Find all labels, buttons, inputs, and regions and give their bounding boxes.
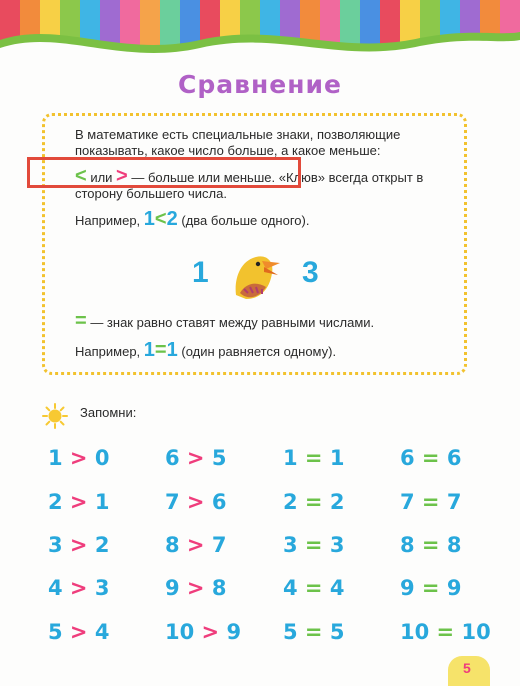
example-1-op: < bbox=[154, 208, 167, 230]
comparison-operator: > bbox=[62, 620, 95, 644]
bird-icon bbox=[232, 249, 282, 301]
comparison-right: 1 bbox=[329, 446, 345, 470]
example-2-left: 1 bbox=[143, 339, 155, 361]
intro-text: В математике есть специальные знаки, позволяющие показывать, какое число больше, а какое меньше: bbox=[75, 127, 401, 158]
comparison-left: 2 bbox=[283, 490, 298, 514]
comparison-operator: > bbox=[62, 533, 95, 557]
comparison-operator: = bbox=[429, 620, 462, 644]
comparison-operator: > bbox=[179, 490, 212, 514]
comparison-left: 6 bbox=[400, 446, 415, 470]
comparison-item bbox=[400, 446, 461, 470]
comparison-left: 4 bbox=[48, 576, 63, 600]
comparison-operator: > bbox=[62, 576, 95, 600]
comparison-operator: > bbox=[179, 533, 212, 557]
example-1-note: (два больше одного). bbox=[181, 213, 310, 228]
comparison-item bbox=[48, 576, 109, 600]
example-1 bbox=[75, 208, 435, 230]
comparison-item bbox=[283, 576, 344, 600]
comparison-item bbox=[48, 533, 109, 557]
less-sign: < bbox=[75, 165, 87, 187]
comparison-left: 7 bbox=[165, 490, 180, 514]
comparison-right: 1 bbox=[94, 490, 110, 514]
comparison-left: 2 bbox=[48, 490, 63, 514]
comparison-left: 5 bbox=[283, 620, 298, 644]
greater-sign: > bbox=[116, 165, 128, 187]
comparison-right: 8 bbox=[446, 533, 462, 557]
comparison-left: 1 bbox=[283, 446, 298, 470]
example-2-note: (один равняется одному). bbox=[181, 344, 337, 359]
example-2 bbox=[75, 339, 435, 361]
example-1-right: 2 bbox=[166, 208, 178, 230]
comparison-item bbox=[283, 490, 344, 514]
comparison-right: 7 bbox=[446, 490, 462, 514]
comparison-item bbox=[400, 490, 461, 514]
remember-label: Запомни: bbox=[80, 405, 137, 420]
comparison-right: 2 bbox=[329, 490, 345, 514]
comparison-left: 9 bbox=[400, 576, 415, 600]
comparison-item bbox=[48, 620, 109, 644]
equal-sign: = bbox=[75, 310, 87, 332]
comparison-right: 6 bbox=[446, 446, 462, 470]
example-1-left: 1 bbox=[143, 208, 155, 230]
example-1-prefix: Например, bbox=[75, 213, 141, 228]
comparison-item bbox=[48, 490, 109, 514]
comparison-left: 3 bbox=[283, 533, 298, 557]
comparison-operator: > bbox=[179, 446, 212, 470]
illustration-left-digit: 1 bbox=[192, 256, 209, 289]
comparison-right: 7 bbox=[211, 533, 227, 557]
comparison-item bbox=[165, 490, 226, 514]
comparison-operator: = bbox=[414, 490, 447, 514]
comparison-right: 6 bbox=[211, 490, 227, 514]
comparison-item bbox=[283, 446, 344, 470]
comparison-right: 0 bbox=[94, 446, 110, 470]
comparison-left: 4 bbox=[283, 576, 298, 600]
illustration-right-digit: 3 bbox=[302, 256, 319, 289]
comparison-operator: = bbox=[297, 533, 330, 557]
signs-description: — больше или меньше. bbox=[131, 170, 276, 185]
comparison-left: 1 bbox=[48, 446, 63, 470]
comparison-operator: > bbox=[62, 446, 95, 470]
sun-icon bbox=[42, 403, 68, 429]
comparison-item bbox=[400, 533, 461, 557]
comparison-left: 10 bbox=[400, 620, 430, 644]
comparison-left: 7 bbox=[400, 490, 415, 514]
comparison-left: 9 bbox=[165, 576, 180, 600]
comparison-operator: = bbox=[414, 446, 447, 470]
comparison-operator: = bbox=[414, 576, 447, 600]
comparison-right: 4 bbox=[329, 576, 345, 600]
comparison-right: 8 bbox=[211, 576, 227, 600]
or-text: или bbox=[90, 170, 113, 185]
comparison-item bbox=[283, 620, 344, 644]
comparison-right: 3 bbox=[94, 576, 110, 600]
comparison-right: 4 bbox=[94, 620, 110, 644]
comparison-right: 5 bbox=[329, 620, 345, 644]
comparison-operator: = bbox=[297, 490, 330, 514]
comparison-operator: = bbox=[297, 620, 330, 644]
example-2-right: 1 bbox=[166, 339, 178, 361]
comparison-item bbox=[165, 576, 226, 600]
comparison-operator: = bbox=[297, 576, 330, 600]
page-number: 5 bbox=[463, 660, 471, 676]
green-wave bbox=[0, 18, 520, 68]
comparison-right: 9 bbox=[226, 620, 242, 644]
example-2-prefix: Например, bbox=[75, 344, 141, 359]
comparison-right: 9 bbox=[446, 576, 462, 600]
highlight-box bbox=[27, 157, 301, 188]
comparison-operator: = bbox=[414, 533, 447, 557]
comparison-item bbox=[400, 576, 461, 600]
comparison-item bbox=[48, 446, 109, 470]
comparison-item bbox=[165, 446, 226, 470]
comparison-left: 6 bbox=[165, 446, 180, 470]
comparison-operator: = bbox=[297, 446, 330, 470]
page-title: Сравнение bbox=[178, 70, 342, 99]
comparison-right: 2 bbox=[94, 533, 110, 557]
comparison-left: 5 bbox=[48, 620, 63, 644]
comparison-item bbox=[400, 620, 491, 644]
comparison-left: 10 bbox=[165, 620, 195, 644]
comparison-operator: > bbox=[62, 490, 95, 514]
comparison-right: 5 bbox=[211, 446, 227, 470]
comparison-item bbox=[165, 620, 241, 644]
comparison-left: 8 bbox=[400, 533, 415, 557]
beak-rule: «Клюв» всегда открыт в сторону большего числа. bbox=[75, 170, 424, 201]
example-2-op: = bbox=[154, 339, 167, 361]
comparison-operator: > bbox=[194, 620, 227, 644]
comparison-right: 10 bbox=[461, 620, 491, 644]
comparison-left: 8 bbox=[165, 533, 180, 557]
comparison-item bbox=[165, 533, 226, 557]
equal-rule bbox=[75, 310, 435, 332]
comparison-left: 3 bbox=[48, 533, 63, 557]
equal-rule-text: — знак равно ставят между равными числами. bbox=[90, 315, 375, 330]
comparison-operator: > bbox=[179, 576, 212, 600]
comparison-item bbox=[283, 533, 344, 557]
comparison-right: 3 bbox=[329, 533, 345, 557]
